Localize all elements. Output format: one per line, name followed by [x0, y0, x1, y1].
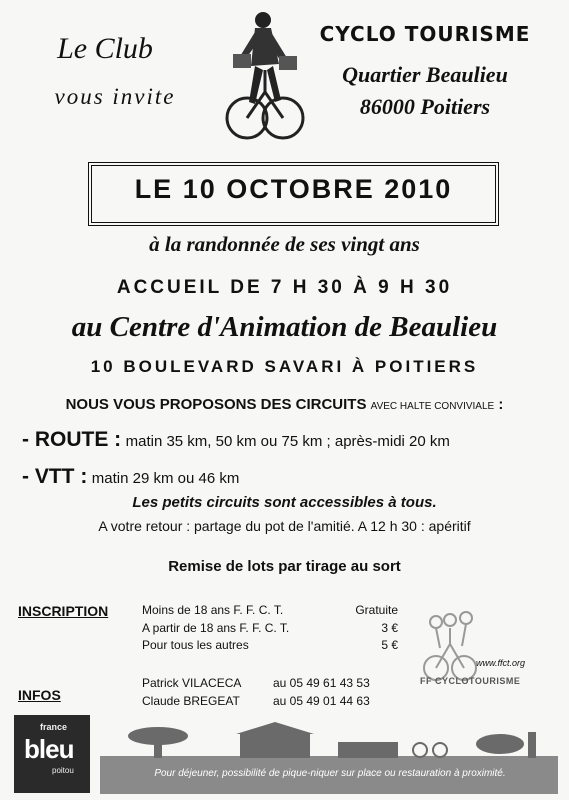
tarif-price: 3 € — [381, 621, 398, 635]
organizer-area: Quartier Beaulieu — [342, 62, 508, 87]
route-line — [22, 428, 450, 452]
route-detail: matin 35 km, 50 km ou 75 km ; après-midi 20 km — [125, 433, 450, 450]
contact-name: Patrick VILACECA — [142, 676, 242, 690]
radio-logo-line3: poitou — [52, 766, 74, 775]
ffct-logo-icon — [400, 606, 560, 702]
radio-logo-line1: france — [40, 722, 68, 732]
landscape-banner-icon — [100, 722, 558, 794]
event-venue: au Centre d'Animation de Beaulieu — [71, 311, 498, 343]
circuits-intro-small: AVEC HALTE CONVIVIALE — [370, 401, 495, 412]
tarif-name: Moins de 18 ans F. F. C. T. — [142, 603, 284, 617]
circuits-intro — [0, 396, 569, 413]
organizer-city: 86000 Poitiers — [359, 94, 491, 119]
return-note: A votre retour : partage du pot de l'amitié. A 12 h 30 : apéritif — [98, 518, 471, 534]
event-address: 10 BOULEVARD SAVARI À POITIERS — [90, 357, 479, 376]
ffct-url: www.ffct.org — [476, 658, 526, 668]
ffct-label: FF CYCLOTOURISME — [420, 676, 521, 686]
contact-phone: au 05 49 61 43 53 — [273, 676, 370, 690]
circuits-intro-colon: : — [494, 396, 504, 413]
welcome-hours: ACCUEIL DE 7 H 30 À 9 H 30 — [116, 277, 453, 298]
club-title: Le Club — [57, 32, 153, 65]
route-label: - ROUTE : — [22, 428, 122, 451]
tarif-name: Pour tous les autres — [142, 638, 249, 652]
circuits-intro-text: NOUS VOUS PROPOSONS DES CIRCUITS — [65, 396, 367, 413]
vtt-label: - VTT : — [22, 465, 88, 488]
contact-phone: au 05 49 01 44 63 — [273, 694, 370, 708]
cyclist-icon — [225, 6, 305, 148]
organizer-name: CYCLO TOURISME — [319, 22, 531, 46]
tarif-price: Gratuite — [355, 603, 398, 617]
banner-note: Pour déjeuner, possibilité de pique-niquer sur place ou restauration à proximité. — [154, 768, 506, 779]
event-date: LE 10 OCTOBRE 2010 — [134, 174, 453, 204]
tarif-name: A partir de 18 ans F. F. C. T. — [142, 621, 290, 635]
inscription-label: INSCRIPTION — [18, 603, 109, 619]
small-circuits-note: Les petits circuits sont accessibles à tous. — [132, 494, 437, 511]
vtt-line — [22, 465, 239, 489]
contact-name: Claude BREGEAT — [142, 694, 240, 708]
vtt-detail: matin 29 km ou 46 km — [91, 470, 240, 487]
club-subtitle: vous invite — [54, 84, 176, 109]
infos-label: INFOS — [18, 687, 61, 703]
event-title: à la randonnée de ses vingt ans — [149, 232, 420, 256]
tarif-price: 5 € — [381, 638, 398, 652]
radio-logo-line2: bleu — [24, 734, 74, 764]
raffle-note: Remise de lots par tirage au sort — [168, 558, 401, 575]
